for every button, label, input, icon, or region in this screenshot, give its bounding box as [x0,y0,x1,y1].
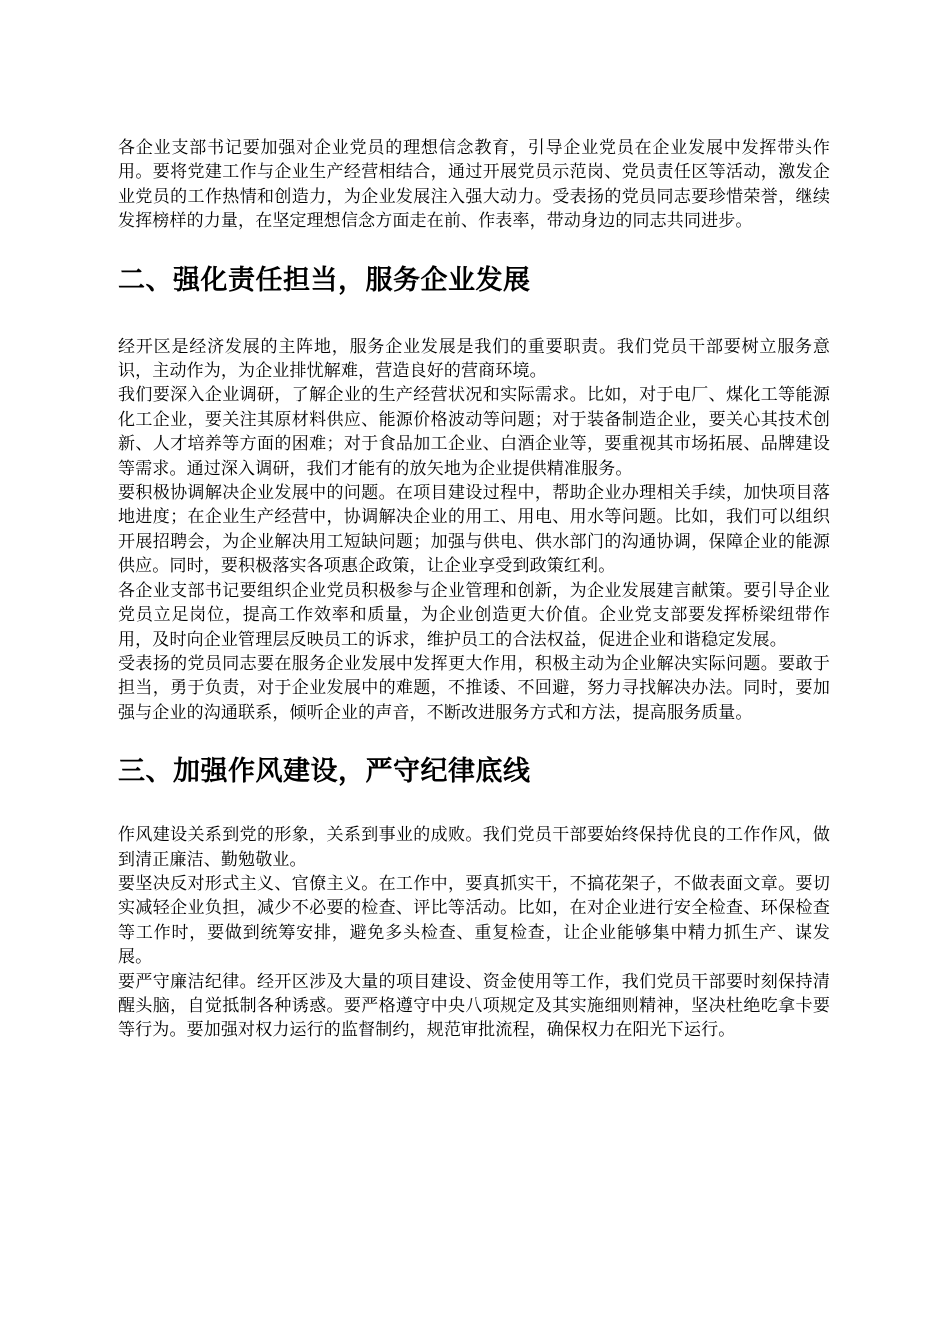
section2-paragraph-1: 经开区是经济发展的主阵地，服务企业发展是我们的重要职责。我们党员干部要树立服务意识，主动作为，为企业排忧解难，营造良好的营商环境。 [118,336,830,382]
section2-paragraph-4: 各企业支部书记要组织企业党员积极参与企业管理和创新，为企业发展建言献策。要引导企业党员立足岗位，提高工作效率和质量，为企业创造更大价值。企业党支部要发挥桥梁纽带作用，及时向企业管理层反映员工的诉求，维护员工的合法权益，促进企业和谐稳定发展。 [118,580,830,650]
section2-paragraph-3: 要积极协调解决企业发展中的问题。在项目建设过程中，帮助企业办理相关手续，加快项目落地进度；在企业生产经营中，协调解决企业的用工、用电、用水等问题。比如，我们可以组织开展招聘会，为企业解决用工短缺问题；加强与供电、供水部门的沟通协调，保障企业的能源供应。同时，要积极落实各项惠企政策，让企业享受到政策红利。 [118,483,830,577]
section2-paragraph-5: 受表扬的党员同志要在服务企业发展中发挥更大作用，积极主动为企业解决实际问题。要敢于担当，勇于负责，对于企业发展中的难题，不推诿、不回避，努力寻找解决办法。同时，要加强与企业的沟通联系，倾听企业的声音，不断改进服务方式和方法，提高服务质量。 [118,653,830,723]
section1-paragraph-1: 各企业支部书记要加强对企业党员的理想信念教育，引导企业党员在企业发展中发挥带头作用。要将党建工作与企业生产经营相结合，通过开展党员示范岗、党员责任区等活动，激发企业党员的工作热情和创造力，为企业发展注入强大动力。受表扬的党员同志要珍惜荣誉，继续发挥榜样的力量，在坚定理想信念方面走在前、作表率，带动身边的同志共同进步。 [118,138,830,232]
section2-heading: 二、强化责任担当，服务企业发展 [118,264,531,296]
section3-paragraph-2: 要坚决反对形式主义、官僚主义。在工作中，要真抓实干，不搞花架子，不做表面文章。要切实减轻企业负担，减少不必要的检查、评比等活动。比如，在对企业进行安全检查、环保检查等工作时，要做到统筹安排，避免多头检查、重复检查，让企业能够集中精力抓生产、谋发展。 [118,873,830,968]
document-page [118,136,830,1043]
section3-paragraph-1: 作风建设关系到党的形象，关系到事业的成败。我们党员干部要始终保持优良的工作作风，做到清正廉洁、勤勉敬业。 [118,825,830,870]
section3-heading: 三、加强作风建设，严守纪律底线 [118,756,531,788]
section3-paragraph-3: 要严守廉洁纪律。经开区涉及大量的项目建设、资金使用等工作，我们党员干部要时刻保持清醒头脑，自觉抵制各种诱惑。要严格遵守中央八项规定及其实施细则精神，坚决杜绝吃拿卡要等行为。要加强对权力运行的监督制约，规范审批流程，确保权力在阳光下运行。 [118,971,830,1041]
section2-paragraph-2: 我们要深入企业调研，了解企业的生产经营状况和实际需求。比如，对于电厂、煤化工等能源化工企业，要关注其原材料供应、能源价格波动等问题；对于装备制造企业，要关心其技术创新、人才培养等方面的困难；对于食品加工企业、白酒企业等，要重视其市场拓展、品牌建设等需求。通过深入调研，我们才能有的放矢地为企业提供精准服务。 [118,385,830,479]
